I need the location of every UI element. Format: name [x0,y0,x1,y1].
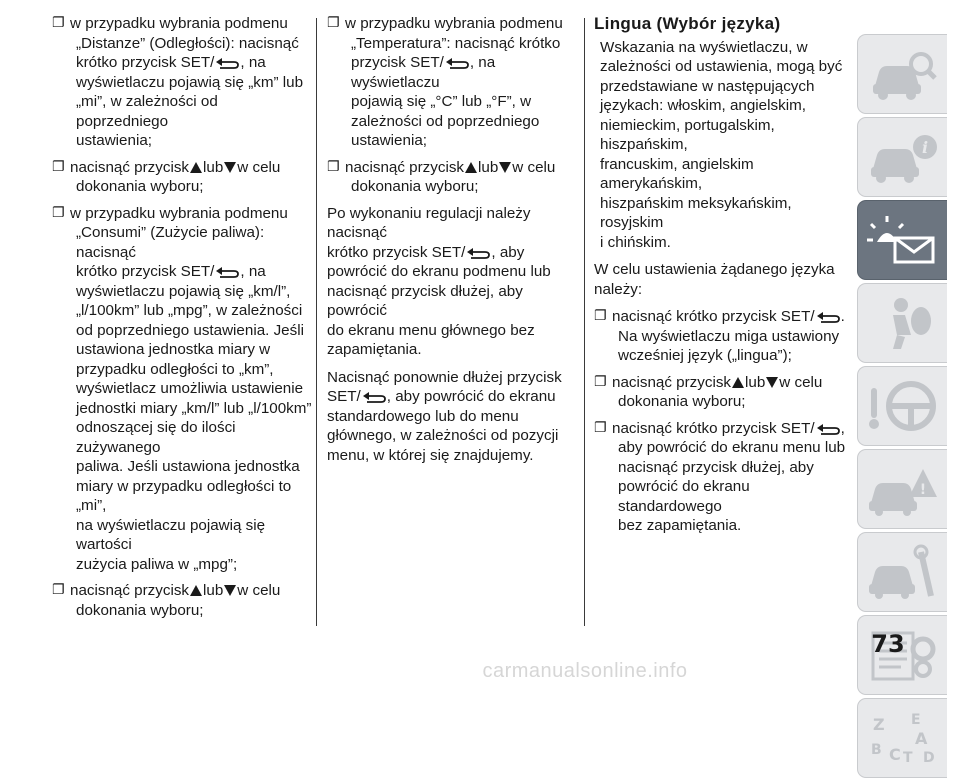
text-line [327,387,579,407]
text-line: paliwa. Jeśli ustawiona jednostka [76,458,300,475]
text-span: nacisnąć przycisk [70,582,190,599]
column-divider-2 [584,18,585,626]
text-line: Nacisnąć ponownie dłużej przycisk [327,368,562,386]
text-line: „Consumi” (Zużycie paliwa): nacisnąć [76,224,265,261]
text-line [70,158,314,178]
paragraph [327,368,579,466]
text-span: . [840,308,845,325]
text-line: miary w przypadku odległości to „mi”, [76,477,292,514]
text-span: w celu [779,373,823,391]
text-line: do ekranu menu głównego bez [327,321,535,339]
list-item [327,158,579,197]
text-line: zależności od ustawienia, mogą być [600,58,843,75]
return-arrow-icon [815,423,841,435]
text-span: nacisnąć krótko przycisk SET/ [612,419,815,437]
text-line: aby powrócić do ekranu menu lub [618,439,846,456]
list-item [52,204,314,575]
text-line: ustawiona jednostka miary w [76,341,271,358]
text-line: dokonania wyboru; [618,393,746,410]
car-wrench-icon [867,544,939,600]
text-line: pojawią się „°C” lub „°F”, w [351,93,532,110]
checkbox-bullet-icon: ❐ [327,158,340,175]
alphabet-index-icon [867,710,939,766]
svg-text:B: B [870,742,882,758]
chapter-tab-emergency[interactable] [857,449,947,529]
return-arrow-icon [444,57,470,69]
steering-wheel-icon [867,378,939,434]
return-arrow-icon [214,57,240,69]
text-line: francuskim, angielskim amerykańskim, [600,155,754,192]
chapter-tab-car-info[interactable] [857,117,947,197]
text-line: zapamiętania. [327,341,422,358]
dashboard-light-envelope-icon [867,212,939,268]
text-line: menu, w której się znajdujemy. [327,446,534,464]
text-span: , aby [491,243,525,261]
text-line [70,53,314,73]
chapter-tab-driving[interactable] [857,366,947,446]
arrow-down-icon [498,161,512,174]
checkbox-bullet-icon: ❐ [594,419,607,436]
list-item [594,307,856,366]
text-span: krótko przycisk SET/ [76,263,215,280]
text-line: wyświetlaczu pojawią się „km/l”, [76,282,291,300]
text-span: lub [745,373,766,391]
svg-text:T: T [902,750,913,766]
text-line [345,53,579,92]
text-line: ustawienia; [351,132,427,149]
section-heading: Lingua (Wybór języka) [594,14,781,33]
text-line: „Temperatura”: nacisnąć krótko [351,34,561,52]
watermark: carmanualsonline.info [482,660,688,682]
text-span: , na [240,263,266,280]
text-line: przypadku odległości to „km”, [76,360,274,378]
list-item [52,581,314,620]
text-line: W celu ustawienia żądanego języka [594,261,835,278]
svg-text:C: C [888,745,901,764]
column-2 [327,14,579,473]
svg-text:A: A [914,729,927,748]
chapter-tab-index[interactable] [857,698,947,778]
return-arrow-icon [465,247,491,259]
list-item [52,158,314,197]
svg-text:D: D [922,750,935,766]
text-span: przycisk SET/ [351,54,444,71]
airbag-person-icon [867,295,939,351]
checkbox-bullet-icon: ❐ [52,204,65,221]
text-line [70,262,314,282]
text-line [612,373,856,393]
text-span: nacisnąć przycisk [612,373,732,391]
text-line: przedstawiane w następujących [600,77,815,95]
text-line: nacisnąć przycisk dłużej, aby powrócić [327,282,523,319]
text-line: językach: włoskim, angielskim, [600,97,806,114]
text-line: wcześniej język („lingua”); [618,347,792,364]
text-line: w przypadku wybrania podmenu [70,15,288,32]
text-span: krótko przycisk SET/ [327,243,466,261]
column-divider-1 [316,18,317,626]
paragraph [327,204,579,360]
text-line: ustawienia; [76,132,152,149]
text-line: bez zapamiętania. [618,517,742,534]
svg-text:i: i [921,138,928,157]
text-line: należy: [594,280,643,298]
text-line: głównego, w zależności od pozycji [327,427,559,444]
arrow-up-icon [464,161,478,174]
text-line: w przypadku wybrania podmenu [345,15,563,32]
list-item [594,419,856,536]
chapter-tab-car-search[interactable] [857,34,947,114]
text-line: wyświetlacz umożliwia ustawienie [76,380,304,397]
text-line: zużycia paliwa w „mpg”; [76,555,238,573]
return-arrow-icon [815,311,841,323]
text-line [70,581,314,601]
car-warning-icon [867,461,939,517]
text-line: nacisnąć przycisk dłużej, aby [618,458,814,476]
text-line: Wskazania na wyświetlaczu, w [600,38,808,56]
arrow-down-icon [223,584,237,597]
checkbox-bullet-icon: ❐ [327,15,340,31]
text-line [612,419,856,439]
text-line: na wyświetlaczu pojawią się wartości [76,516,266,553]
return-arrow-icon [361,391,387,403]
text-line: odnoszącej się do ilości zużywanego [76,419,236,456]
text-line: wyświetlaczu pojawią się „km” lub [76,73,304,91]
paragraph [594,260,856,299]
text-line: dokonania wyboru; [76,601,204,619]
arrow-up-icon [189,161,203,174]
page-number: 73 [871,630,905,658]
checkbox-bullet-icon: ❐ [594,373,607,390]
checkbox-bullet-icon: ❐ [52,582,65,598]
text-line: w przypadku wybrania podmenu [70,204,288,222]
text-line: „l/100km” lub „mpg”, w zależności [76,302,303,319]
return-arrow-icon [214,266,240,278]
text-line: Na wyświetlaczu miga ustawiony [618,327,840,345]
checkbox-bullet-icon: ❐ [52,158,65,175]
checkbox-bullet-icon: ❐ [52,15,65,31]
text-line: dokonania wyboru; [351,178,479,195]
chapter-tab-safety[interactable] [857,283,947,363]
list-item [594,373,856,412]
text-line: standardowego lub do menu [327,407,519,425]
list-item [52,14,314,151]
svg-text:E: E [910,712,921,728]
text-line [612,307,856,327]
chapter-tab-dashboard-lights[interactable] [857,200,947,280]
column-1 [52,14,314,627]
text-span: lub [203,582,224,599]
chapter-tab-maintenance[interactable] [857,532,947,612]
svg-text:!: ! [919,482,926,498]
text-span: , na wyświetlaczu [351,54,496,91]
text-line: i chińskim. [600,233,671,251]
text-line: jednostki miary „km/l” lub „l/100km” [76,399,312,417]
arrow-up-icon [731,376,745,389]
text-span: , aby powrócić do ekranu [386,388,556,405]
text-span: , na [240,54,266,71]
car-search-icon [867,46,939,102]
text-line: niemieckim, portugalskim, hiszpańskim, [600,116,775,153]
text-line: od poprzedniego ustawienia. Jeśli [76,321,304,339]
text-span: krótko przycisk SET/ [76,54,215,71]
column-3 [594,14,856,543]
text-span: w celu [237,158,281,176]
text-line: „mi”, w zależności od poprzedniego [76,93,218,130]
text-span: w celu [237,582,281,599]
arrow-up-icon [189,584,203,597]
text-line: zależności od poprzedniego [351,112,540,130]
text-span: lub [203,158,224,176]
text-line: powrócić do ekranu standardowego [618,478,750,515]
svg-text:Z: Z [872,715,885,734]
text-span: , [840,419,845,437]
text-span: SET/ [327,388,361,405]
text-line: dokonania wyboru; [76,178,204,195]
arrow-down-icon [223,161,237,174]
text-line [327,243,579,263]
text-line: powrócić do ekranu podmenu lub [327,263,551,280]
text-span: lub [478,158,499,176]
list-item [327,14,579,151]
paragraph [594,38,856,253]
text-span: nacisnąć przycisk [345,158,465,176]
text-line [345,158,579,178]
text-line: „Distanze” (Odległości): nacisnąć [76,34,299,52]
text-span: nacisnąć krótko przycisk SET/ [612,308,815,325]
arrow-down-icon [765,376,779,389]
checkbox-bullet-icon: ❐ [594,308,607,324]
text-span: nacisnąć przycisk [70,158,190,176]
text-line: hiszpańskim meksykańskim, rosyjskim [600,194,792,231]
text-line: Po wykonaniu regulacji należy nacisnąć [327,204,531,241]
car-info-icon [867,129,939,185]
text-span: w celu [512,158,556,176]
